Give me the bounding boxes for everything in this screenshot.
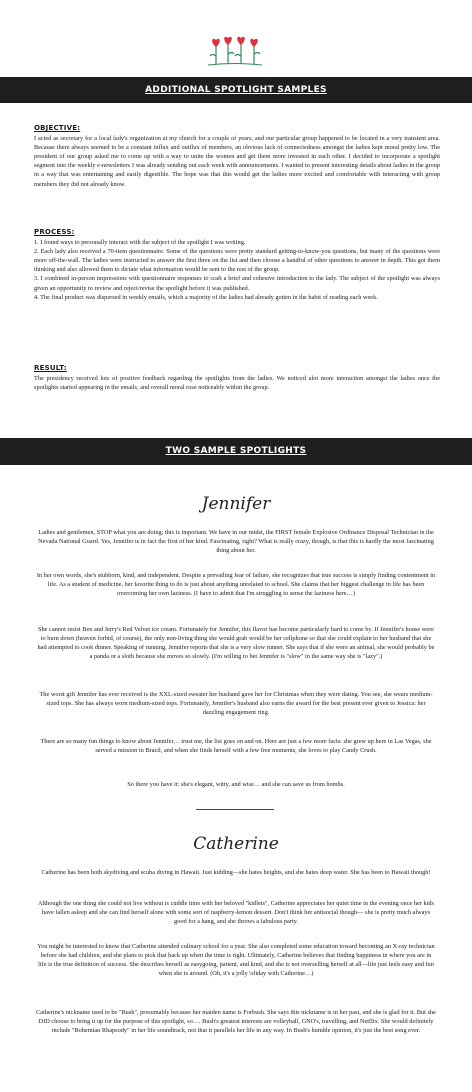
spotlight-paragraph: Catherine's nickname used to be "Bush", presumably because her maiden name is Forbush. She says this nickname is in her past, and she is glad for it. But she DID choose to bring it up for the purpose of this spotlight, so…. Bush's greatest interests are volleyball, GNO's, travelling, and Netflix. She would definitely include "Bohemian Rhapsody" in her life soundtrack, not that it parallels her life in any way. In Bush's humble opinion, it's just the best song ever. bbox=[36, 1009, 436, 1035]
spotlight-paragraph: You might be interested to know that Catherine attended culinary school for a year. She also completed some education toward becoming an X-ray technician before she had children, and she plans to pick that back up when the time is right. Ultimately, Catherine believes that finding happiness in where you are in life is the true definition of success. She describes herself as easygoing, patient, and kind, and she is not overselling herself at all—life just feels easy and fun when she is around. (Oh, it's a jolly 'oliday with Catherine…) bbox=[37, 943, 435, 978]
banner-title: ADDITIONAL SPOTLIGHT SAMPLES bbox=[145, 85, 327, 95]
process-step: 3. I combined in-person impressions with questionnaire responses to craft a brief and cohesive introduction to the lady. The subject of the spotlight was always given an opportunity to review and reject/revise the spotlight before it was published. bbox=[34, 275, 440, 292]
result-section bbox=[34, 364, 440, 392]
process-step: 1. I found ways to personally interact with the subject of the spotlight I was writing. bbox=[34, 239, 246, 247]
banner-title: TWO SAMPLE SPOTLIGHTS bbox=[165, 446, 307, 456]
process-section bbox=[34, 228, 440, 302]
section-banner bbox=[0, 77, 472, 103]
result-text: The presidency received lots of positive feedback regarding the spotlights from the ladies. We noticed alot more interaction amongst the ladies once the spotlights started appearing in the emails, and overall moral rose noticeably within the group. bbox=[34, 375, 440, 392]
section-banner bbox=[0, 438, 472, 465]
spotlight-name-catherine: Catherine bbox=[193, 834, 279, 854]
result-heading: RESULT: bbox=[34, 364, 67, 372]
objective-section bbox=[34, 124, 440, 189]
spotlight-name-jennifer: Jennifer bbox=[201, 494, 271, 514]
spotlight-paragraph: The worst gift Jennifer has ever received is the XXL-sized sweater her husband gave her for Christmas when they were dating. You see, she wears medium-sized tops. She has always worn medium-sized tops. Fortunately, Jennifer's husband also earns the award for the best present ever given to Jessica: her dazzling engagement ring. bbox=[39, 691, 433, 717]
spotlight-paragraph: So there you have it: she's elegant, witty, and wise… and she can save us from bombs. bbox=[127, 781, 345, 788]
divider bbox=[196, 809, 274, 810]
spotlight-paragraph: There are so many fun things to know about Jennifer… trust me, the list goes on and on. Here are just a few more facts: she grew up here in Las Vegas, she served a mission in Brazil, and when she finds herself with a few free moments, she loves to play Candy Crush. bbox=[40, 738, 432, 755]
heart-flowers-icon bbox=[204, 32, 266, 68]
spotlight-paragraph: She cannot resist Ben and Jerry's Red Velvet ice cream. Fortunately for Jennifer, this flavor has become particularly hard to come by. If Jennifer's house were to burn down (heaven forbid, of course), the only non-living thing she would grab would be her cellphone so that she could explain to her husband that she had attempted to cook dinner. Speaking of running, Jennifer reports that she is a very slow runner. She says that if she were an animal, she would probably be a panda or a sloth because she moves so slowly. (I'm willing to bet Jennifer is "slow" in the same way she is "lazy".) bbox=[37, 626, 435, 661]
objective-text: I acted as secretary for a local lady's organization at my church for a couple of years, and our particular group happened to be located in a very transient area. Because there always seemed to be a constant influx and outflux of members, an obvious lack of connectedness amongst the ladies kept moral pretty low. The president of our group asked me to come up with a way to unite the women and get them more invested in each other. I decided to incorporate a spotlight segment into the weekly e-newsletters I was already sending out each week with announcements. I wanted to present interesting details about ladies in the group in a way that was entertaining and easily digestible. The hope was that this would get the ladies more excited and comfortable with interacting with group members they did not already know. bbox=[34, 135, 440, 188]
spotlight-paragraph: In her own words, she's stubborn, kind, and independent. Despite a prevailing fear of failure, she recognizes that true success is simply finding contentment in life. As a student of medicine, her favorite thing to do is just about anything unrelated to school. She claims that her biggest challenge in life has been overcoming her own laziness. (I have to admit that I'm struggling to sense the laziness here…) bbox=[36, 572, 436, 598]
process-step: 4. The final product was dispersed in weekly emails, which a majority of the ladies had already gotten in the habit of reading each week. bbox=[34, 293, 378, 301]
objective-heading: OBJECTIVE: bbox=[34, 124, 81, 132]
process-heading: PROCESS: bbox=[34, 228, 75, 236]
process-step: 2. Each lady also received a 70-item questionnaire. Some of the questions were pretty standard getting-to-know-you questions, but many of the questions were more off-the-wall. The ladies were instructed to answer the first three on the list and then choose a handful of other questions to answer in depth. This got them thinking and also allowed them to dictate what information would be sent to the rest of the group. bbox=[34, 248, 440, 274]
spotlight-paragraph: Catherine has been both skydiving and scuba diving in Hawaii. Just kidding—she hates heights, and she hates deep water. She has been to Hawaii though! bbox=[41, 869, 431, 876]
spotlight-paragraph: Although the one thing she could not live without is cuddle time with her beloved "kidlets", Catherine appreciates her quiet time in the evening once her kids have fallen asleep and she can find herself alone with some sort of raspberry-lemon dessert. Don't think her antisocial though— she is pretty much always good for a hang, and she throws a fabulous party. bbox=[38, 900, 434, 926]
spotlight-paragraph: Ladies and gentlemen, STOP what you are doing; this is important. We have in our midst, the FIRST female Explosive Ordinance Disposal Technician in the Nevada National Guard. Yes, Jennifer is in fact the first of her kind. Fascinating, right? What is really crazy, though, is that this is hardly the most fascinating thing about her. bbox=[38, 529, 434, 555]
